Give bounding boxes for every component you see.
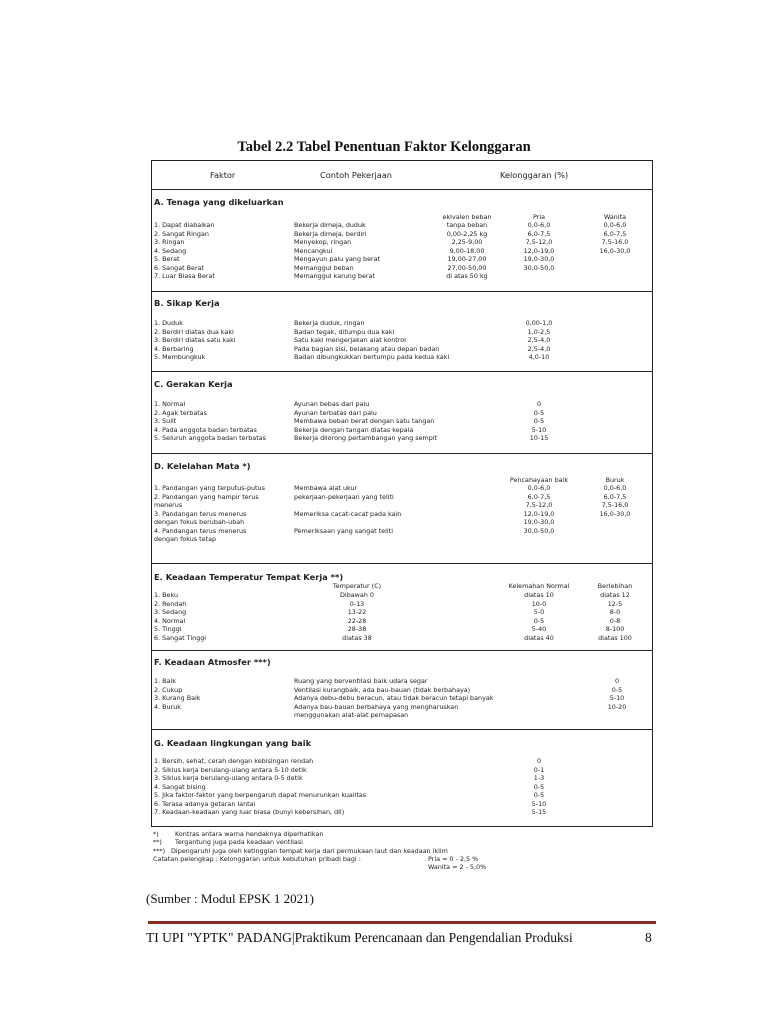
factor-list (154, 757, 366, 817)
table-cell: 16,0-30,0 (599, 246, 631, 255)
section-title: G. Keadaan lingkungan yang baik (154, 738, 312, 748)
table-cell: 0-8 (609, 616, 621, 625)
table-cell: 3. Berdiri diatas satu kaki (154, 336, 236, 344)
table-cell: 3. Sedang (154, 608, 187, 616)
table-cell: menerus (154, 501, 183, 509)
table-cell: 19,00-27,00 (447, 255, 487, 263)
table-cell: diatas 38 (342, 633, 372, 642)
table-cell: di atas 50 kg (446, 272, 488, 280)
table-cell: 2. Berdiri diatas dua kaki (154, 327, 234, 336)
table-cell: 6. Terasa adanya getaran lantai (154, 799, 256, 808)
note-text: Tergantung juga pada keadaan ventilasi (175, 838, 303, 847)
table-caption: Tabel 2.2 Tabel Penentuan Faktor Kelonggaran (237, 139, 531, 155)
table-cell: 3. Pandangan terus menerus (154, 509, 247, 518)
table-cell: 5-10 (531, 799, 547, 808)
table-cell: 6,0-7,5 (527, 229, 551, 238)
value-list (514, 221, 564, 281)
note-mark: **) (153, 838, 162, 847)
table-cell: 4. Pada anggota badan terbatas (154, 425, 257, 434)
table-cell: 0 (536, 400, 542, 408)
table-cell: diatas 100 (598, 633, 632, 642)
value-list (312, 591, 402, 642)
table-cell: 4. Normal (154, 616, 186, 625)
table-cell: 30,0-50,0 (523, 526, 555, 535)
table-cell: Badan dibungkukkan bertumpu pada kedua kaki (294, 353, 450, 361)
table-cell: menggunakan alat-alat pernapasan (294, 711, 409, 719)
table-cell: 0-5 (533, 417, 545, 425)
table-cell: 0,0-6,0 (603, 221, 627, 229)
value-list (590, 484, 640, 544)
table-cell: 1. Bersih, sehat, cerah dengan kebisingan rendah (154, 757, 314, 765)
table-cell: 5-40 (531, 625, 547, 633)
table-cell: 0 (536, 757, 542, 765)
table-cell: 7,5-12,0 (525, 501, 553, 509)
table-cell (592, 711, 642, 720)
table-cell: 6,0-7,5 (527, 492, 551, 501)
table-cell: 1. Pandangan yang terputus-putus (154, 484, 265, 492)
table-notes (151, 830, 653, 871)
table-cell: 7,5-12,0 (525, 238, 553, 246)
table-cell: 1-3 (533, 774, 545, 782)
table-cell: 28-38 (347, 625, 367, 633)
table-cell: 2,25-9,00 (451, 238, 483, 246)
table-cell: 0-5 (533, 791, 545, 799)
table-cell: 0-5 (533, 782, 545, 791)
subheader-wanita: Wanita (603, 213, 627, 221)
factor-list (154, 400, 266, 443)
table-cell: 1. Baik (154, 677, 176, 685)
table-cell: Adanya debu-debu beracun, atau tidak beracun tetapi banyak (294, 694, 494, 702)
table-cell: Memanggul karung berat (294, 272, 375, 280)
table-cell: dengan fokus berubah-ubah (154, 518, 245, 526)
table-cell: 5. Jika faktor-faktor yang berpengaruh dapat menurunkan kualitas (154, 791, 367, 799)
note-mark: ***) (153, 846, 166, 855)
table-cell: 2. Siklus kerja berulang-ulang antara 5-10 detik (154, 765, 307, 774)
table-cell (590, 535, 640, 544)
table-cell: 2. Cukup (154, 685, 183, 694)
table-cell: 19,0-30,0 (523, 255, 555, 263)
table-cell: Membawa alat ukur (294, 484, 358, 492)
table-cell: Mengayun palu yang berat (294, 255, 381, 263)
table-cell: 0-5 (533, 616, 545, 625)
source-note: (Sumber : Modul EPSK 1 2021) (146, 891, 314, 906)
table-cell: 5-10 (531, 425, 547, 434)
value-list (590, 221, 640, 281)
table-cell: 0,0-6,0 (527, 221, 551, 229)
section-title: A. Tenaga yang dikeluarkan (154, 197, 284, 207)
example-list (294, 484, 401, 544)
table-cell: Ayunan bebas dari palu (294, 400, 370, 408)
page-footer (146, 930, 652, 946)
table-cell: 2. Sangat Ringan (154, 229, 209, 238)
value-list (514, 400, 564, 443)
table-cell: 0,0-6,0 (603, 484, 627, 492)
table-cell: 0-13 (349, 599, 365, 608)
value-list (497, 591, 581, 642)
table-cell (590, 272, 640, 281)
header-kelonggaran: Kelonggaran (%) (500, 170, 569, 180)
factor-list (154, 484, 265, 544)
value-list (514, 484, 564, 544)
section-title: B. Sikap Kerja (154, 298, 220, 308)
table-cell: Ayunan terbatas dari palu (294, 408, 377, 417)
table-cell: 4,0-10 (528, 353, 550, 361)
section-title: D. Kelelahan Mata *) (154, 461, 251, 471)
table-cell: Ventilasi kurangbaik, ada bau-bauan (tidak berbahaya) (294, 685, 471, 694)
section-title: C. Gerakan Kerja (154, 379, 233, 389)
table-cell: 0,0-6,0 (527, 484, 551, 492)
section-a (152, 190, 652, 292)
table-cell: Membawa beban berat dengan satu tangan (294, 417, 435, 425)
table-cell: 0 (614, 677, 620, 685)
table-cell (294, 518, 401, 527)
table-cell: dengan fokus tetap (154, 535, 217, 543)
table-cell: 4. Buruk (154, 702, 181, 711)
value-list (437, 221, 497, 281)
table-cell: diatas 12 (600, 591, 630, 599)
subheader-pria: Pria (532, 213, 546, 221)
value-list (590, 591, 640, 642)
table-cell: 10-0 (531, 599, 547, 608)
subheader-ekivalen: ekivalen beban (442, 213, 492, 221)
section-title: F. Keadaan Atmosfer ***) (154, 657, 271, 667)
table-cell: 7. Keadaan-keadaan yang luar biasa (bunyi kebersihan, dll) (154, 808, 345, 816)
table-cell: 0-5 (533, 408, 545, 417)
table-cell (590, 518, 640, 527)
note-mark: *) (153, 830, 159, 838)
table-cell: 1. Beku (154, 591, 178, 599)
table-cell: 6,0-7,5 (603, 492, 627, 501)
section-c (152, 372, 652, 454)
catatan-wanita: Wanita = 2 - 5,0% (428, 863, 487, 872)
table-cell: tanpa beban (446, 221, 488, 229)
table-cell: 2. Rendah (154, 599, 187, 608)
subheader-pencahayaan: Pencahayaan baik (509, 476, 569, 484)
table-cell: 5-15 (531, 808, 547, 816)
example-list (294, 221, 380, 281)
header-contoh: Contoh Pekerjaan (320, 170, 392, 180)
table-cell: Satu kaki mengerjakan alat kontrol (294, 336, 406, 344)
footer-text: TI UPI "YPTK" PADANG|Praktikum Perencanaan dan Pengendalian Produksi (146, 930, 573, 945)
table-cell: 3. Kurang Baik (154, 694, 201, 702)
factor-list (154, 221, 215, 281)
table-cell: 3. Siklus kerja berulang-ulang antara 0-5 detik (154, 774, 303, 782)
table-cell: 30,0-50,0 (523, 263, 555, 272)
table-cell: 6. Sangat Tinggi (154, 633, 207, 642)
table-cell: 1. Dapat diabaikan (154, 221, 215, 229)
example-list (294, 400, 437, 443)
table-cell: Memeriksa cacat-cacat pada kain (294, 509, 402, 518)
table-cell: 3. Ringan (154, 238, 185, 246)
table-cell: 1,0-2,5 (527, 327, 551, 336)
section-e (152, 564, 652, 651)
table-cell: Pemeriksaan yang sangat teliti (294, 526, 393, 535)
section-g (152, 730, 652, 825)
table-cell (294, 535, 401, 544)
table-cell: Pada bagian sisi, belakang atau depan badan (294, 344, 440, 353)
table-cell: Mencangkul (294, 246, 333, 255)
subheader-kelemahan: Kelemahan Normal (508, 582, 570, 590)
table-cell: 4. Sedang (154, 246, 187, 255)
table-cell (514, 272, 564, 281)
note-text: Dipengaruhi juga oleh ketinggian tempat kerja dari permukaan laut dan keadaan iklim (171, 846, 448, 855)
table-cell: 1. Normal (154, 400, 186, 408)
table-cell: 6,0-7,5 (603, 229, 627, 238)
table-cell: 4. Berbaring (154, 344, 194, 353)
note-text: Kontras antara warna hendaknya diperhatikan (175, 830, 324, 838)
table-cell: Dibawah 0 (340, 591, 374, 599)
footer-rule (148, 921, 656, 924)
table-cell (590, 255, 640, 264)
table-cell: 5-0 (533, 608, 545, 616)
table-cell: 12-5 (607, 599, 623, 608)
subheader-temperatur: Temperatur (C) (332, 582, 382, 590)
table-cell: 13-22 (347, 608, 367, 616)
table-cell: 7. Luar Biasa Berat (154, 272, 215, 280)
table-cell: 5. Berat (154, 255, 180, 263)
table-cell: 5. Seluruh anggota badan terbatas (154, 434, 266, 442)
catatan-label: Catatan pelengkap : Kelonggaran untuk kebutuhan pribadi bagi : (153, 854, 361, 863)
table-header (152, 161, 652, 190)
table-cell: Ruang yang berventilasi baik udara segar (294, 677, 428, 685)
table-cell (514, 535, 564, 544)
table-cell: Bekerja dengan tangan diatas kepala (294, 425, 414, 434)
table-cell: 0,00-1,0 (525, 319, 553, 327)
table-cell: 1. Duduk (154, 319, 183, 327)
table-cell (154, 711, 201, 720)
table-cell (590, 527, 640, 536)
table-cell: 5. Membungkuk (154, 353, 206, 361)
table-cell: 4. Sangat bising (154, 782, 206, 791)
page-number: 8 (645, 930, 652, 945)
table-cell: 7,5-16,0 (601, 501, 629, 509)
table-cell: 8-100 (605, 625, 625, 633)
subheader-berlebihan: Berlebihan (597, 582, 633, 590)
table-cell: 16,0-30,0 (599, 509, 631, 518)
table-cell: Adanya bau-bauan berbahaya yang mengharuskan (294, 702, 459, 711)
table-cell: Bekerja dilorong pertambangan yang sempit (294, 434, 438, 442)
table-cell: 2,5-4,0 (527, 336, 551, 344)
header-faktor: Faktor (210, 170, 236, 180)
table-cell: 2. Agak terbatas (154, 408, 207, 417)
factor-list (154, 319, 236, 362)
table-cell: pekerjaan-pekerjaan yang teliti (294, 492, 394, 501)
table-cell: Bekerja dimeja, berdiri (294, 229, 367, 238)
table-cell: diatas 40 (524, 633, 554, 642)
table-cell: 0-1 (533, 765, 545, 774)
table-cell: 8-0 (609, 608, 621, 616)
table-cell: 2. Pandangan yang hampir terus (154, 492, 259, 501)
catatan-pria: Pria = 0 - 2,5 % (428, 854, 479, 863)
table-cell: 7,5-16,0 (601, 238, 629, 246)
table-cell: 4. Pandangan terus menerus (154, 526, 247, 535)
table-cell: Menyekop, ringan (294, 238, 352, 246)
factor-list (154, 591, 206, 642)
example-list (294, 677, 493, 720)
table-cell: 5. Tinggi (154, 625, 182, 633)
allowance-table (151, 160, 653, 827)
table-cell: 22-28 (347, 616, 367, 625)
value-list (514, 319, 564, 362)
table-cell: 3. Sulit (154, 417, 177, 425)
table-cell: 12,0-19,0 (523, 246, 555, 255)
section-f (152, 651, 652, 730)
table-cell: 19,0-30,0 (523, 518, 555, 526)
table-cell: Bekerja duduk, ringan (294, 319, 365, 327)
value-list (592, 677, 642, 720)
table-cell: 10-20 (607, 702, 627, 711)
table-cell: 10-15 (529, 434, 549, 442)
table-cell: 0-5 (611, 685, 623, 694)
value-list (514, 757, 564, 817)
table-cell (590, 264, 640, 273)
table-cell: diatas 10 (524, 591, 554, 599)
example-list (294, 319, 449, 362)
section-d (152, 454, 652, 564)
table-cell: 2,5-4,0 (527, 344, 551, 353)
table-cell: Bekerja dimeja, duduk (294, 221, 366, 229)
section-b (152, 292, 652, 372)
subheader-buruk: Buruk (605, 476, 625, 484)
section-title: E. Keadaan Temperatur Tempat Kerja **) (154, 572, 344, 582)
table-cell: 5-10 (609, 694, 625, 702)
table-cell (294, 501, 401, 510)
table-cell: 12,0-19,0 (523, 509, 555, 518)
factor-list (154, 677, 201, 720)
table-cell: 27,00-50,00 (447, 263, 487, 272)
table-cell: 6. Sangat Berat (154, 263, 205, 272)
table-cell: Memanggul beban (294, 263, 354, 272)
table-cell: Badan tegak, ditumpu dua kaki (294, 327, 395, 336)
table-cell: 0,00-2,25 kg (446, 229, 488, 238)
table-cell: 9,00-18,00 (449, 246, 485, 255)
